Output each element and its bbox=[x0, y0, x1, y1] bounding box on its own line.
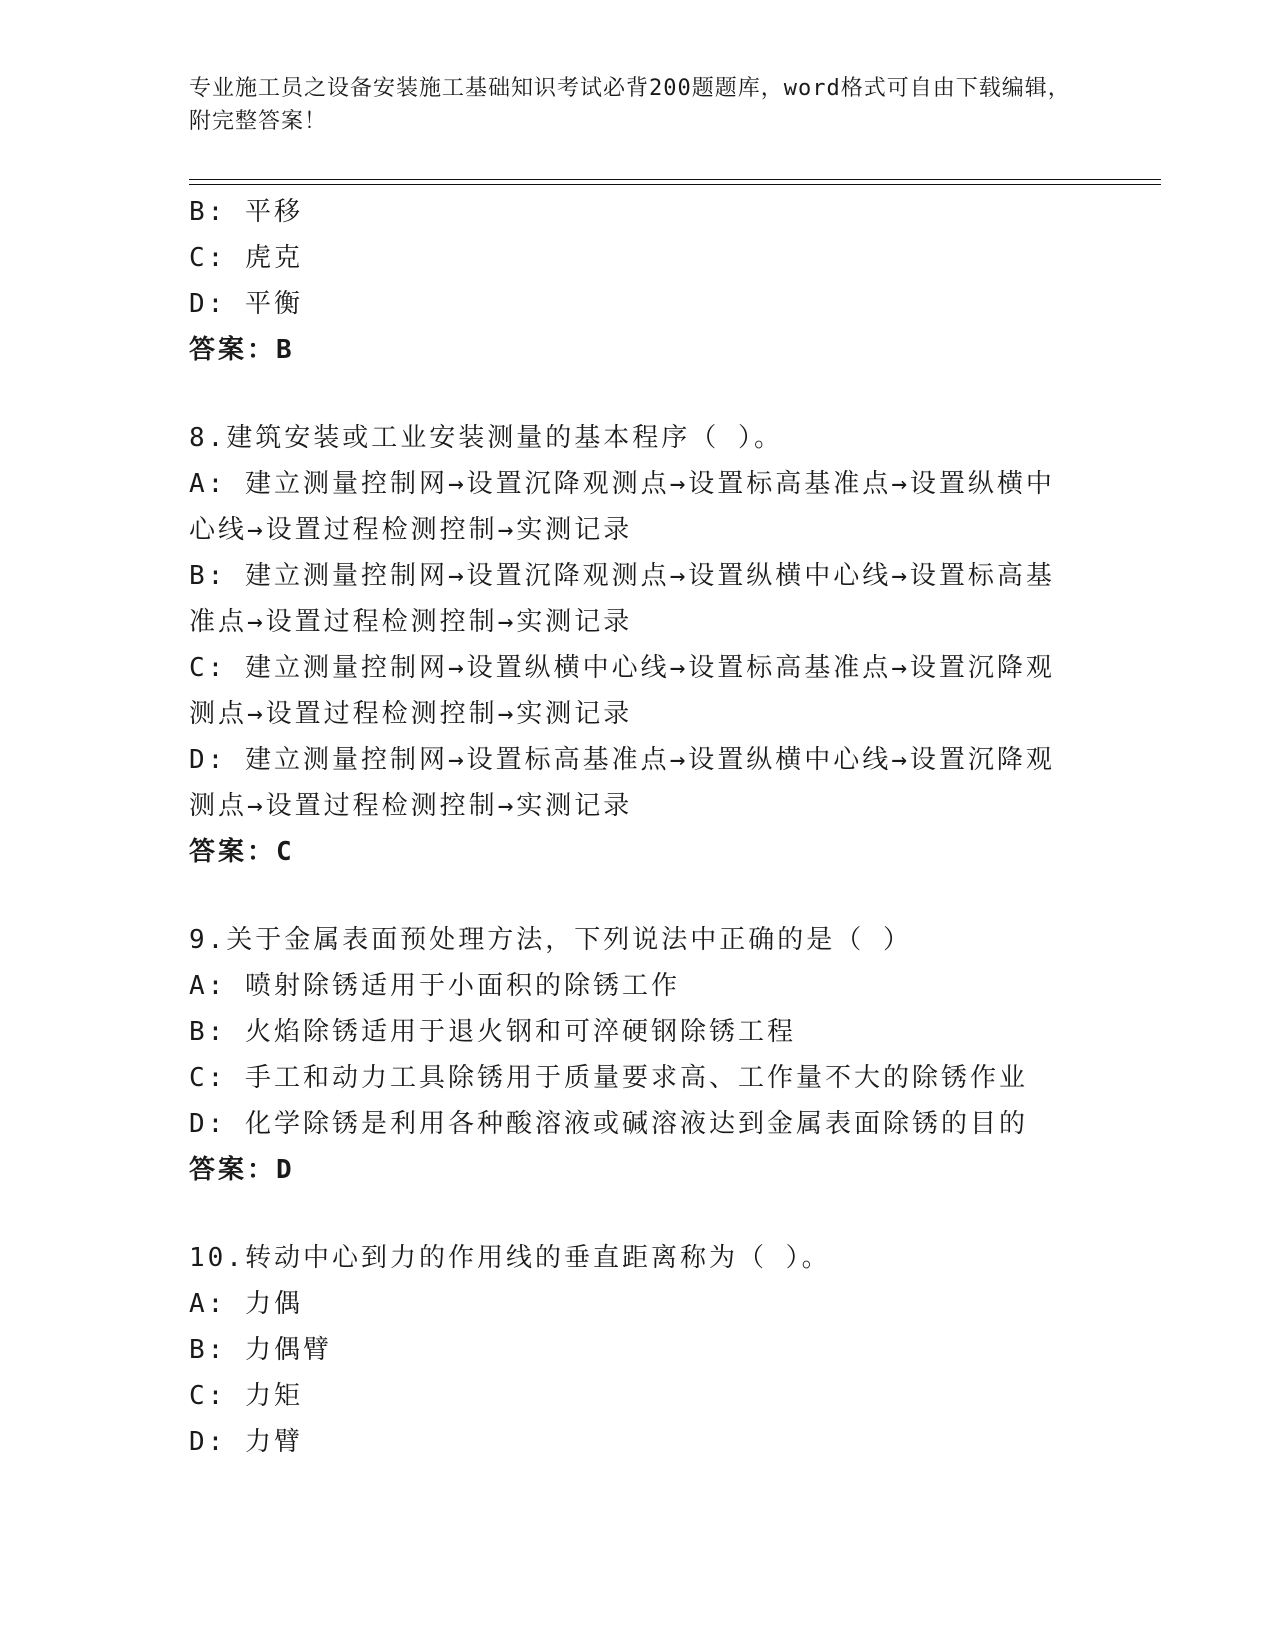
answer: 答案：C bbox=[189, 837, 295, 867]
option-d: D: 建立测量控制网→设置标高基准点→设置纵横中心线→设置沉降观测点→设置过程检测控制→实测记录 bbox=[189, 745, 1055, 821]
option-c: C: 手工和动力工具除锈用于质量要求高、工作量不大的除锈作业 bbox=[189, 1063, 1028, 1093]
option-c: C: 力矩 bbox=[189, 1381, 303, 1411]
option-c: C: 虎克 bbox=[189, 243, 303, 273]
option-b: B: 平移 bbox=[189, 197, 303, 227]
option-a: A: 建立测量控制网→设置沉降观测点→设置标高基准点→设置纵横中心线→设置过程检测控制→实测记录 bbox=[189, 469, 1055, 545]
question-9 bbox=[189, 917, 1089, 1193]
header-divider-top bbox=[189, 179, 1161, 180]
question-10 bbox=[189, 1235, 1089, 1465]
option-b: B: 建立测量控制网→设置沉降观测点→设置纵横中心线→设置标高基准点→设置过程检测控制→实测记录 bbox=[189, 561, 1055, 637]
spacer bbox=[189, 373, 1089, 415]
question-8 bbox=[189, 415, 1089, 875]
answer: 答案：B bbox=[189, 335, 295, 365]
document-header: 专业施工员之设备安装施工基础知识考试必背200题题库，word格式可自由下载编辑，附完整答案！ bbox=[189, 76, 1071, 134]
option-d: D: 平衡 bbox=[189, 289, 303, 319]
answer: 答案：D bbox=[189, 1155, 295, 1185]
question-text: 8.建筑安装或工业安装测量的基本程序（ ）。 bbox=[189, 423, 783, 453]
option-c: C: 建立测量控制网→设置纵横中心线→设置标高基准点→设置沉降观测点→设置过程检测控制→实测记录 bbox=[189, 653, 1055, 729]
option-a: A: 力偶 bbox=[189, 1289, 303, 1319]
question-text: 9.关于金属表面预处理方法，下列说法中正确的是（ ） bbox=[189, 925, 912, 955]
question-text: 10.转动中心到力的作用线的垂直距离称为（ ）。 bbox=[189, 1243, 831, 1273]
option-b: B: 火焰除锈适用于退火钢和可淬硬钢除锈工程 bbox=[189, 1017, 796, 1047]
option-b: B: 力偶臂 bbox=[189, 1335, 332, 1365]
option-a: A: 喷射除锈适用于小面积的除锈工作 bbox=[189, 971, 680, 1001]
question-list bbox=[189, 189, 1089, 1465]
question-7 bbox=[189, 189, 1089, 373]
option-d: D: 力臂 bbox=[189, 1427, 303, 1457]
spacer bbox=[189, 1193, 1089, 1235]
option-d: D: 化学除锈是利用各种酸溶液或碱溶液达到金属表面除锈的目的 bbox=[189, 1109, 1028, 1139]
spacer bbox=[189, 875, 1089, 917]
header-divider-bottom bbox=[189, 184, 1161, 185]
